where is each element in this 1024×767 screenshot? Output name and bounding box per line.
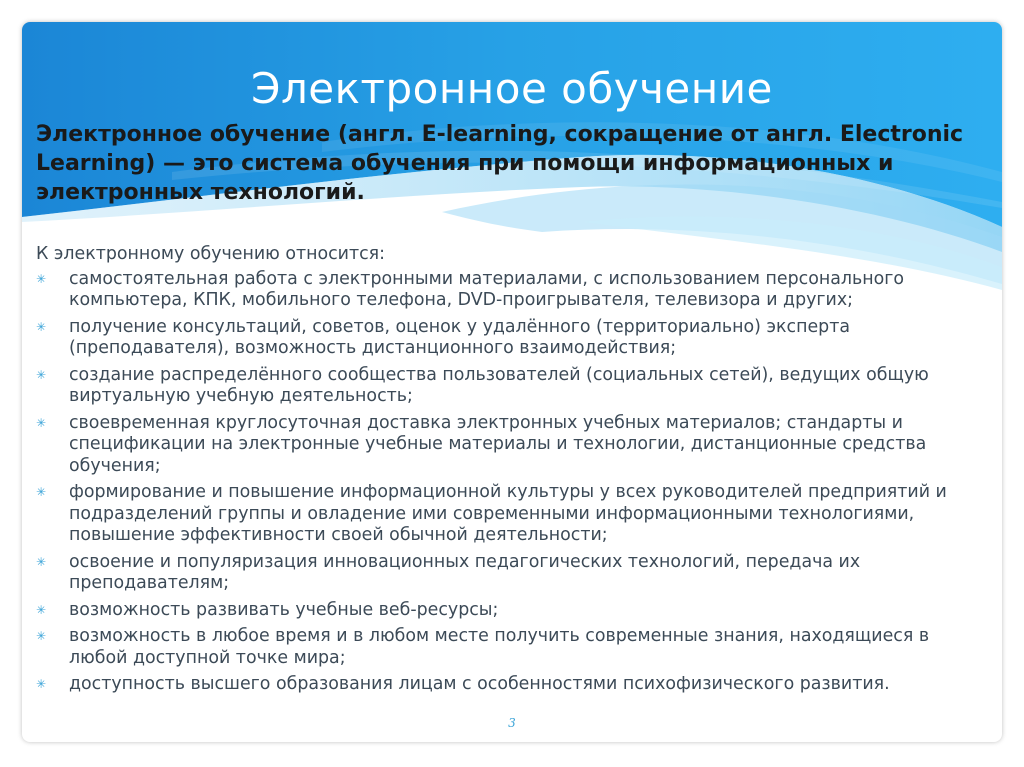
list-item-text: возможность развивать учебные веб-ресурсы; [69,599,499,620]
list-item [36,552,991,595]
bullet-list [36,269,991,696]
list-item [36,626,991,669]
asterisk-bullet-icon: ✳ [36,629,47,643]
asterisk-bullet-icon: ✳ [36,319,47,334]
content-block [36,244,991,701]
asterisk-bullet-icon: ✳ [36,677,47,691]
list-item-text: создание распределённого сообщества пользователей (социальных сетей), ведущих общую виртуальную учебную деятельность; [69,364,929,406]
list-item-text: своевременная круглосуточная доставка электронных учебных материалов; стандарты и спецификации на электронные учебные материалы и технологии, дистанционные средства обучения; [69,412,927,476]
asterisk-bullet-icon: ✳ [36,485,47,499]
list-item [36,317,991,360]
list-item-text: получение консультаций, советов, оценок у удалённого (территориально) эксперта (преподавателя), возможность дистанционного взаимодействия; [69,316,850,358]
asterisk-bullet-icon: ✳ [36,554,47,569]
asterisk-bullet-icon: ✳ [36,367,47,382]
list-item-text: освоение и популяризация инновационных педагогических технологий, передача их преподавателям; [69,551,861,593]
slide-title: Электронное обучение [251,64,773,113]
list-item [36,600,991,622]
list-item [36,365,991,408]
slide [22,22,1002,742]
intro-text: К электронному обучению относится: [36,244,385,264]
list-item-text: формирование и повышение информационной культуры у всех руководителей предприятий и подразделений группы и овладение ими современными информационными технологиями, повышение эффективности своей обычной деятельности; [69,482,947,545]
asterisk-bullet-icon: ✳ [36,415,47,430]
list-item [36,674,991,696]
list-item-text: доступность высшего образования лицам с особенностями психофизического развития. [69,674,890,694]
definition-text: Электронное обучение (англ. E-learning, сокращение от англ. Electronic Learning) — это система обучения при помощи информационных и электронных технологий. [36,122,964,205]
page-number: 3 [508,716,516,730]
list-item [36,269,991,312]
list-item-text: самостоятельная работа с электронными материалами, с использованием персонального компьютера, КПК, мобильного телефона, DVD-проигрывателя, телевизора и других; [69,268,905,310]
asterisk-bullet-icon: ✳ [36,271,47,286]
list-item [36,413,991,478]
asterisk-bullet-icon: ✳ [36,602,47,617]
list-item-text: возможность в любое время и в любом месте получить современные знания, находящиеся в любой доступной точке мира; [69,626,930,668]
list-item [36,482,991,547]
